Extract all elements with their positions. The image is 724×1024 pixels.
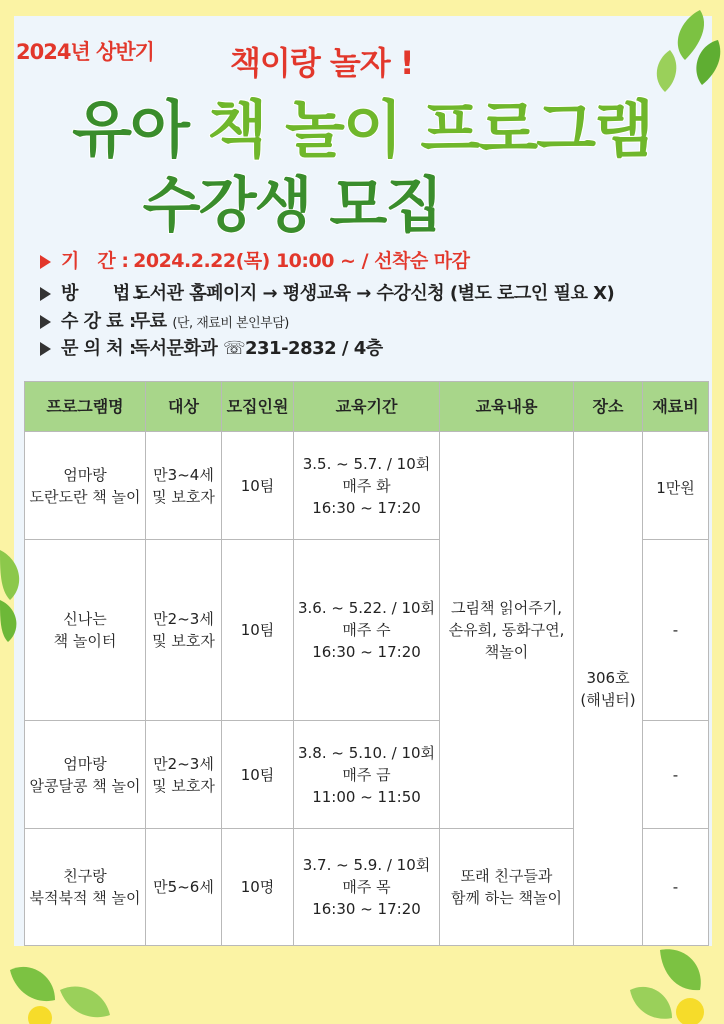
info-period-value: 2024.2.22(목) 10:00 ~ / 선착순 마감 <box>133 250 470 272</box>
target-line1: 만2~3세 <box>153 754 214 773</box>
cell-period <box>294 829 440 946</box>
content-line2: 손유희, 동화구연, <box>448 621 565 639</box>
period-line2: 매주 수 <box>342 621 391 639</box>
header-program-name: 프로그램명 <box>25 382 146 432</box>
period-line1: 3.7. ~ 5.9. / 10회 <box>302 856 431 874</box>
period-line1: 3.8. ~ 5.10. / 10회 <box>297 743 436 762</box>
cell-capacity: 10팀 <box>222 721 294 829</box>
info-fee-label: 수 강 료 : <box>61 311 136 332</box>
triangle-bullet-icon <box>40 342 51 356</box>
cell-target <box>146 432 222 540</box>
name-line2: 북적북적 책 놀이 <box>29 889 141 907</box>
title-part1: 유아 <box>72 93 188 166</box>
period-line3: 16:30 ~ 17:20 <box>312 900 421 918</box>
name-line2: 도란도란 책 놀이 <box>29 487 141 506</box>
cell-fee: - <box>643 721 709 829</box>
main-title <box>0 80 724 169</box>
header-fee: 재료비 <box>643 382 709 432</box>
target-line1: 만3~4세 <box>153 465 214 484</box>
info-method <box>40 279 614 305</box>
cell-content <box>440 829 574 946</box>
cell-program-name <box>25 540 146 721</box>
content-line1: 그림책 읽어주기, <box>451 599 562 617</box>
cell-program-name <box>25 829 146 946</box>
name-line1: 엄마랑 <box>63 754 107 773</box>
info-contact <box>40 334 383 360</box>
year-label: 2024년 상반기 <box>16 40 154 64</box>
cell-capacity: 10명 <box>222 829 294 946</box>
cell-period <box>294 540 440 721</box>
content-line2: 함께 하는 책놀이 <box>451 889 562 907</box>
cell-fee: - <box>643 829 709 946</box>
info-period <box>40 246 470 273</box>
cell-content-shared <box>440 432 574 829</box>
place-line1: 306호 <box>586 668 630 687</box>
cell-capacity: 10팀 <box>222 432 294 540</box>
cell-program-name <box>25 721 146 829</box>
target-line1: 만2~3세 <box>153 610 214 628</box>
info-fee <box>40 307 289 333</box>
tagline: 책이랑 놀자 ! <box>230 44 414 82</box>
info-method-value: 도서관 홈페이지 → 평생교육 → 수강신청 (별도 로그인 필요 X) <box>132 283 615 304</box>
sub-title: 수강생 모집 <box>142 171 442 241</box>
cell-place-shared <box>574 432 643 946</box>
info-fee-note: (단, 재료비 본인부담) <box>172 316 289 331</box>
header-capacity: 모집인원 <box>222 382 294 432</box>
triangle-bullet-icon <box>40 255 51 269</box>
name-line1: 신나는 <box>63 610 107 628</box>
period-line3: 11:00 ~ 11:50 <box>312 787 421 806</box>
name-line1: 엄마랑 <box>63 465 107 484</box>
period-line1: 3.6. ~ 5.22. / 10회 <box>297 599 436 617</box>
header-place: 장소 <box>574 382 643 432</box>
period-line2: 매주 금 <box>342 765 391 784</box>
cell-fee: - <box>643 540 709 721</box>
header-target: 대상 <box>146 382 222 432</box>
triangle-bullet-icon <box>40 315 51 329</box>
table-row <box>25 432 709 540</box>
name-line2: 책 놀이터 <box>53 632 117 650</box>
program-table <box>24 381 709 946</box>
header-content: 교육내용 <box>440 382 574 432</box>
period-line3: 16:30 ~ 17:20 <box>312 643 421 661</box>
cell-target <box>146 540 222 721</box>
cell-period <box>294 432 440 540</box>
info-method-label: 방 법 : <box>61 283 143 304</box>
info-contact-label: 문 의 처 : <box>61 338 136 359</box>
target-line2: 및 보호자 <box>152 632 215 650</box>
info-period-label: 기 간 : <box>61 250 129 272</box>
cell-program-name <box>25 432 146 540</box>
cell-fee: 1만원 <box>643 432 709 540</box>
target-line2: 및 보호자 <box>152 776 215 795</box>
header-period: 교육기간 <box>294 382 440 432</box>
cell-target <box>146 721 222 829</box>
table-header-row <box>25 382 709 432</box>
title-part2: 책 놀이 프로그램 <box>207 93 652 166</box>
info-fee-value: 무료 <box>132 311 167 332</box>
period-line2: 매주 목 <box>342 878 391 896</box>
info-contact-value: 독서문화과 ☏231-2832 / 4층 <box>132 338 383 359</box>
target-line2: 및 보호자 <box>152 487 215 506</box>
place-line2: (해냄터) <box>580 690 636 709</box>
cell-target: 만5~6세 <box>146 829 222 946</box>
content-line1: 또래 친구들과 <box>460 867 553 885</box>
cell-capacity: 10팀 <box>222 540 294 721</box>
name-line2: 알콩달콩 책 놀이 <box>29 776 141 795</box>
period-line1: 3.5. ~ 5.7. / 10회 <box>302 454 431 473</box>
name-line1: 친구랑 <box>63 867 107 885</box>
content-line3: 책놀이 <box>484 643 529 661</box>
cell-period <box>294 721 440 829</box>
period-line3: 16:30 ~ 17:20 <box>312 498 421 517</box>
period-line2: 매주 화 <box>342 476 391 495</box>
triangle-bullet-icon <box>40 287 51 301</box>
